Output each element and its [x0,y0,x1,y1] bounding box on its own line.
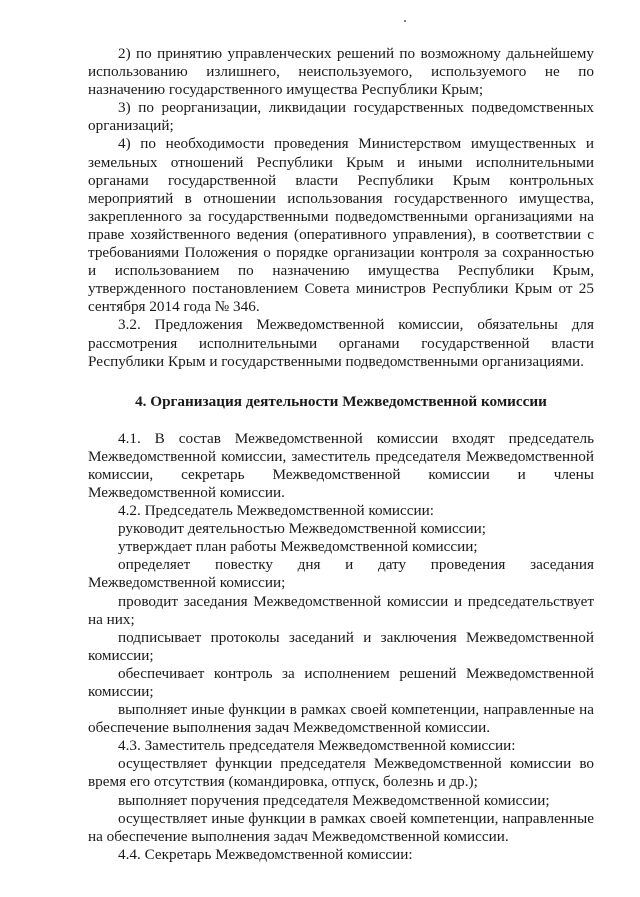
paragraph: выполняет иные функции в рамках своей компетенции, направленные на обеспечение выполнения задач Межведомственной комиссии. [88,701,594,737]
paragraph: 3.2. Предложения Межведомственной комиссии, обязательны для рассмотрения исполнительными органами государственной власти Республики Крым и государственными подведомственными организациями. [88,316,594,370]
paragraph: утверждает план работы Межведомственной комиссии; [118,538,478,556]
paragraph: 4) по необходимости проведения Министерством имущественных и земельных отношений Республики Крым и иными исполнительными органами государственной власти Республики Крым контрольных мероприятий в отношении использования государственного имущества, закрепленного за государственными подведомственными организациями на праве хозяйственного ведения (оперативного управления), в соответствии с требованиями Положения о порядке организации контроля за сохранностью и использованием по назначению имущества Республики Крым, утвержденного постановлением Совета министров Республики Крым от 25 сентября 2014 года № 346. [88,135,594,316]
paragraph: руководит деятельностью Межведомственной комиссии; [118,520,486,538]
paragraph: определяет повестку дня и дату проведения заседания Межведомственной комиссии; [88,556,594,592]
paragraph: осуществляет иные функции в рамках своей компетенции, направленные на обеспечение выполнения задач Межведомственной комиссии. [88,809,594,845]
paragraph: 3) по реорганизации, ликвидации государственных подведомственных организаций; [88,99,594,135]
paragraph: 4.3. Заместитель председателя Межведомственной комиссии: [118,737,516,755]
paragraph: 2) по принятию управленческих решений по возможному дальнейшему использованию излишнего, неиспользуемого, используемого не по назначению государственного имущества Республики Крым; [88,45,594,99]
paragraph: 4.4. Секретарь Межведомственной комиссии: [118,845,413,863]
paragraph: 4.2. Председатель Межведомственной комиссии: [118,502,435,520]
section-heading: 4. Организация деятельности Межведомственной комиссии [135,392,547,410]
paragraph: обеспечивает контроль за исполнением решений Межведомственной комиссии; [88,664,594,700]
bottom-paragraphs [88,430,594,864]
scan-speck [404,20,406,22]
paragraph: подписывает протоколы заседаний и заключения Межведомственной комиссии; [88,628,594,664]
paragraph: выполняет поручения председателя Межведомственной комиссии; [118,791,550,809]
paragraph: проводит заседания Межведомственной комиссии и председательствует на них; [88,592,594,628]
paragraph: осуществляет функции председателя Межведомственной комиссии во время его отсутствия (командировка, отпуск, болезнь и др.); [88,755,594,791]
paragraph: 4.1. В состав Межведомственной комиссии входят председатель Межведомственной комиссии, заместитель председателя Межведомственной комиссии, секретарь Межведомственной комиссии и члены Межведомственной комиссии. [88,429,594,501]
top-paragraphs [88,45,594,371]
